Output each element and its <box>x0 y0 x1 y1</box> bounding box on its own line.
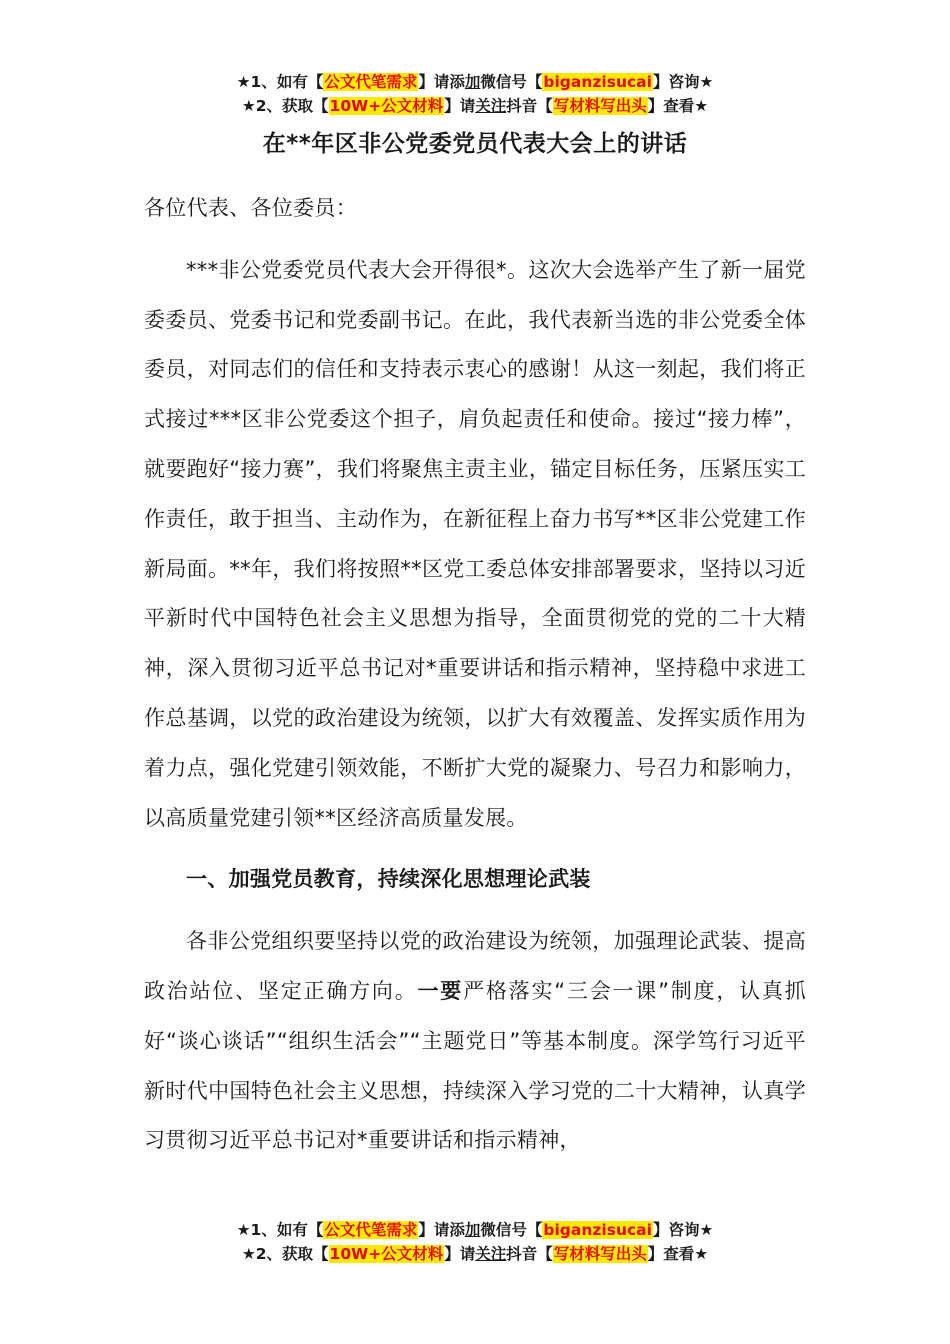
salutation: 各位代表、各位委员： <box>144 196 357 220</box>
highlight-service: 公文代笔需求 <box>324 1221 418 1239</box>
document-title: 在**年区非公党委党员代表大会上的讲话 <box>262 131 688 157</box>
promo-banner-bottom <box>0 1218 950 1266</box>
paragraph-section-1: 各非公党组织要坚持以党的政治建设为统领，加强理论武装、提高政治站位、坚定正确方向。一要严格落实“三会一课”制度，认真抓好“谈心谈话”“组织生活会”“主题党日”等基本制度。深学笃行习近平新时代中国特色社会主义思想，持续深入学习党的二十大精神，认真学习贯彻习近平总书记对*重要讲话和指示精神， <box>144 929 806 1153</box>
highlight-materials: 10W+公文材料 <box>329 97 444 115</box>
promo-line-1: ★1、如有【公文代笔需求】请添加微信号【biganzisucai】咨询★ <box>236 73 714 91</box>
highlight-service: 公文代笔需求 <box>324 73 418 91</box>
promo-line-2: ★2、获取【10W+公文材料】请关注抖音【写材料写出头】查看★ <box>241 97 709 115</box>
highlight-wechat-id: biganzisucai <box>543 1221 652 1239</box>
paragraph-intro: ***非公党委党员代表大会开得很*。这次大会选举产生了新一届党委委员、党委书记和党委副书记。在此，我代表新当选的非公党委全体委员，对同志们的信任和支持表示衷心的感谢！从这一刻起，我们将正式接过***区非公党委这个担子，肩负起责任和使命。接过“接力棒”，就要跑好“接力赛”，我们将聚焦主责主业，锚定目标任务，压紧压实工作责任，敢于担当、主动作为，在新征程上奋力书写**区非公党建工作新局面。**年，我们将按照**区党工委总体安排部署要求，坚持以习近平新时代中国特色社会主义思想为指导，全面贯彻党的党的二十大精神，深入贯彻习近平总书记对*重要讲话和指示精神，坚持稳中求进工作总基调，以党的政治建设为统领，以扩大有效覆盖、发挥实质作用为着力点，强化党建引领效能，不断扩大党的凝聚力、号召力和影响力，以高质量党建引领**区经济高质量发展。 <box>144 257 806 830</box>
section-heading-1: 一、加强党员教育，持续深化思想理论武装 <box>186 867 591 892</box>
emphasis-first-point: 一要 <box>417 978 464 1003</box>
highlight-douyin-account: 写材料写出头 <box>553 97 647 115</box>
promo-line-2: ★2、获取【10W+公文材料】请关注抖音【写材料写出头】查看★ <box>241 1245 709 1263</box>
highlight-materials: 10W+公文材料 <box>329 1245 444 1263</box>
highlight-douyin-account: 写材料写出头 <box>553 1245 647 1263</box>
promo-banner-top <box>0 70 950 118</box>
document-body <box>144 184 806 1166</box>
promo-line-1: ★1、如有【公文代笔需求】请添加微信号【biganzisucai】咨询★ <box>236 1221 714 1239</box>
highlight-wechat-id: biganzisucai <box>543 73 652 91</box>
